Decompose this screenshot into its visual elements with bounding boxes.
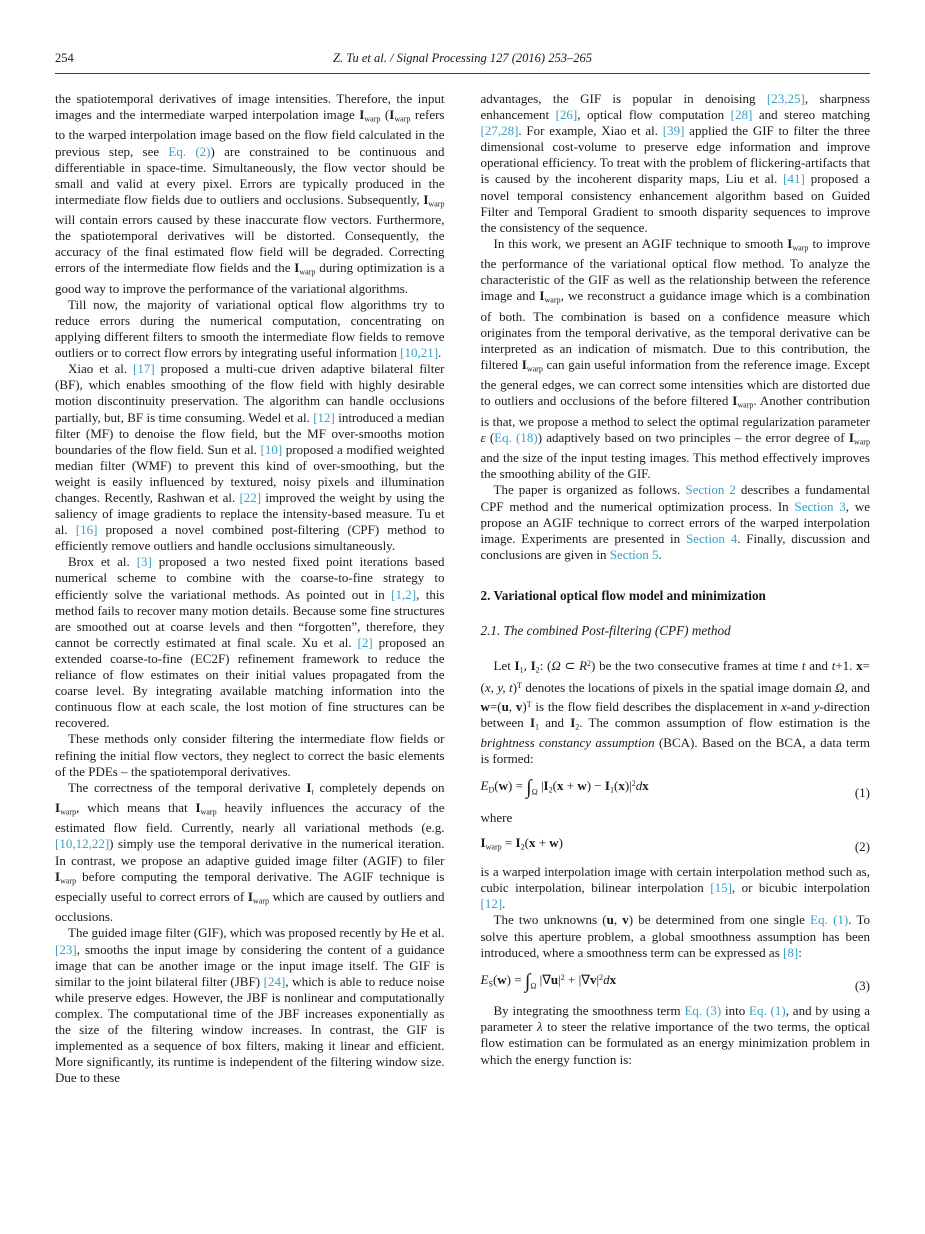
text-run: |: [558, 971, 561, 987]
text-run: advantages, the GIF is popular in denoising: [480, 91, 767, 106]
text-run: , and by using a parameter: [480, 1003, 870, 1035]
text-run: .: [502, 896, 506, 912]
text-run: u: [606, 912, 614, 928]
text-run: x: [556, 778, 564, 794]
citation-link[interactable]: [10,21]: [400, 345, 439, 361]
text-run: Ω: [530, 981, 537, 991]
citation-link[interactable]: [41]: [783, 171, 805, 187]
text-run: 1: [535, 721, 540, 731]
text-run: brightness constancy assumption: [480, 734, 655, 750]
citation-link[interactable]: [22]: [239, 490, 262, 505]
text-run: (: [485, 429, 495, 445]
text-run: . Another contribution is that, we propose a method to select the optimal regularization parameter: [480, 393, 870, 429]
text-run: x: [618, 778, 625, 794]
text-run: 2: [587, 659, 592, 669]
text-run: ,: [613, 912, 623, 928]
text-run: applied the GIF to filter the three dimensional cost-volume to preserve edge information and improve operational efficiency. To treat with the problem of flickering-artifacts that is caused by the incoherent disparity maps, Liu et al.: [480, 123, 870, 187]
text-run: ): [558, 834, 564, 850]
citation-link[interactable]: Eq. (1): [749, 1003, 786, 1019]
paragraph: [55, 554, 445, 731]
citation-link[interactable]: [8]: [783, 944, 799, 960]
text-run: x: [528, 834, 536, 850]
text-run: the spatiotemporal derivatives of image intensities. Therefore, the input images and the intermediate warped interpolation image: [55, 91, 445, 123]
text-run: ): [522, 698, 527, 714]
text-run: denotes the locations of pixels in the spatial image domain: [521, 680, 836, 696]
paragraph: [481, 1003, 871, 1067]
running-head: Z. Tu et al. / Signal Processing 127 (2016) 253–265: [333, 51, 592, 65]
text-run: warp: [252, 896, 269, 906]
section-heading: [481, 588, 871, 604]
text-run: , optical flow computation: [577, 107, 731, 123]
text-run: (: [380, 107, 390, 123]
text-run: proposed a two nested fixed point iterations based numerical scheme to combine with the coarse-to-fine strategy to efficiently solve the variational methods. As pointed out in: [55, 554, 445, 602]
citation-link[interactable]: [27,28]: [480, 123, 519, 139]
citation-link[interactable]: [10,12,22]: [55, 836, 110, 852]
equation: [481, 835, 871, 855]
citation-link[interactable]: [39]: [662, 123, 685, 139]
citation-link[interactable]: [17]: [133, 361, 155, 377]
text-run: The guided image filter (GIF), which was proposed recently by He et al.: [68, 925, 445, 941]
text-run: I: [423, 191, 429, 207]
text-run: ∫: [526, 776, 532, 799]
text-run: D: [488, 785, 495, 795]
text-run: I: [359, 107, 365, 123]
left-column: [55, 91, 445, 1086]
text-run: I: [294, 260, 300, 276]
text-run: warp: [737, 400, 754, 410]
text-run: t: [311, 786, 314, 796]
right-column: [481, 91, 871, 1086]
citation-link[interactable]: [10]: [260, 441, 283, 457]
text-run: ) be the two consecutive frames at time: [591, 658, 802, 674]
text-run: I: [514, 658, 520, 674]
text-run: : (: [539, 658, 552, 674]
text-run: u: [501, 698, 509, 714]
citation-link[interactable]: Eq. (2): [168, 143, 211, 159]
paragraph: [481, 810, 871, 826]
text-run: to steer the relative importance of the two terms, the optical flow estimation can be formulated as an energy minimization problem in which the energy function is:: [480, 1019, 870, 1067]
citation-link[interactable]: [2]: [357, 634, 373, 650]
text-run: w: [549, 834, 559, 850]
text-run: and: [539, 714, 571, 730]
text-run: 2: [599, 972, 604, 982]
equation: [481, 776, 871, 801]
text-run: x, y, t: [484, 680, 513, 696]
paragraph: [55, 361, 445, 554]
text-run: during optimization is a good way to improve the performance of the variational algorithms.: [55, 260, 445, 296]
text-run: , sharpness enhancement: [480, 91, 870, 123]
text-run: 2: [535, 665, 540, 675]
citation-link[interactable]: Eq. (1): [810, 912, 849, 928]
citation-link[interactable]: [26]: [555, 107, 578, 123]
text-run: x: [609, 971, 617, 987]
text-run: =: [501, 834, 516, 850]
text-run: warp: [428, 199, 445, 209]
text-run: x: [642, 778, 649, 794]
citation-link[interactable]: [3]: [136, 554, 152, 570]
subsection-heading: [481, 623, 871, 639]
text-run: warp: [364, 114, 381, 124]
paragraph: [55, 297, 445, 361]
text-run: Ω: [835, 680, 845, 696]
text-run: (: [613, 778, 619, 794]
text-run: is a warped interpolation image with certain interpolation method such as, cubic interpolation, bilinear interpolation: [480, 864, 870, 896]
text-run: . To solve this aperture problem, a global smoothness assumption has been introduced, where a smoothness term can be expressed as: [480, 912, 870, 960]
paragraph: [481, 912, 871, 960]
text-run: warp: [60, 875, 77, 885]
text-run: , which means that: [76, 800, 196, 816]
citation-link[interactable]: [23]: [55, 941, 77, 957]
citation-link[interactable]: Eq. (18): [494, 429, 538, 445]
text-run: I: [530, 658, 536, 674]
text-run: warp: [394, 114, 411, 124]
text-run: before computing the temporal derivative. The AGIF technique is especially useful to correct errors of: [55, 868, 445, 904]
text-run: will contain errors caused by these inaccurate flow vectors. Furthermore, the spatiotemporal derivatives will be distorted. Consequently, the accuracy of the final estimated flow field will be degraded. Correcting errors of the intermediate flow fields and the: [55, 212, 445, 276]
text-run: Ω: [531, 787, 538, 797]
text-run: The correctness of the temporal derivative: [68, 779, 307, 795]
text-run: , which is able to reduce noise while preserve edges. However, the JBF is nonlinear and computationally complex. The computational time of the JBF increases exponentially as the size of the filtering window increases. In contrast, the GIF is implemented as a sequence of box filters, making it linear and efficient. More significantly, its runtime is independent of the filtering window size. Due to these: [55, 973, 445, 1086]
text-run: I: [732, 393, 738, 409]
text-run: v: [589, 971, 597, 987]
citation-link[interactable]: [15]: [710, 880, 732, 896]
text-run: 2: [560, 972, 565, 982]
text-run: I: [515, 834, 521, 850]
text-run: ∫: [524, 970, 531, 993]
text-run: 2: [548, 785, 553, 795]
paragraph: [481, 91, 871, 236]
text-run: Let: [493, 658, 515, 674]
citation-link[interactable]: [23,25]: [766, 91, 805, 106]
text-run: In this work, we present an AGIF technique to smooth: [493, 235, 788, 251]
citation-link[interactable]: [12]: [313, 409, 335, 425]
text-run: t: [801, 658, 806, 674]
text-run: E: [480, 971, 489, 987]
text-run: warp: [60, 807, 77, 817]
text-run: , or bicubic interpolation: [731, 880, 870, 896]
text-run: t: [831, 658, 836, 674]
text-run: I: [247, 889, 253, 904]
text-run: ) be determined from one single: [628, 912, 811, 928]
text-run: 2: [520, 842, 525, 852]
text-run: . For example, Xiao et al.: [518, 123, 663, 139]
text-run: 1: [609, 785, 614, 795]
two-column-body: [55, 91, 870, 1086]
paragraph: [55, 731, 445, 779]
text-run: ) simply use the temporal derivative in the numerical iteration. In contrast, we propose an adaptive guided image filter (AGIF) to filer: [55, 836, 445, 868]
text-run: + |∇: [564, 971, 590, 987]
text-run: ⊂: [560, 658, 580, 674]
text-run: proposed a multi-cue driven adaptive bilateral filter (BF), which enables smoothing of the flow field with highly desirable motion discontinuity preservation. The algorithm can handle occlusions partially, but, BF is time consuming. Wedel et al.: [55, 361, 445, 425]
text-run: 2: [575, 721, 580, 731]
equation-number: (2): [854, 839, 870, 855]
text-run: ) −: [586, 778, 605, 794]
text-run: By integrating the smoothness term: [493, 1003, 685, 1019]
citation-link[interactable]: [16]: [75, 522, 98, 538]
paragraph: [55, 780, 445, 926]
text-run: , we propose an AGIF technique to correct errors of the warped interpolation image. Experiments are presented in: [480, 498, 870, 546]
text-run: |: [537, 778, 544, 794]
text-run: completely depends on: [313, 779, 445, 795]
text-run: (: [492, 971, 498, 987]
citation-link[interactable]: [12]: [480, 896, 503, 912]
text-run: (: [494, 778, 499, 794]
text-run: S: [488, 978, 493, 988]
text-run: I: [604, 778, 610, 794]
text-run: can gain useful information from the reference image. Except the general edges, we can correct some intensities which are distorted due to outliers and occlusions of the before filtered: [480, 357, 870, 409]
text-run: .: [438, 345, 442, 361]
text-run: I: [55, 868, 61, 884]
text-run: +1.: [835, 658, 857, 674]
text-run: (: [524, 834, 529, 850]
text-run: w: [577, 778, 587, 794]
text-run: These methods only consider filtering the intermediate flow fields or refining the initial flow vectors, they neglect to correct the basic elements of the PDEs – the spatiotemporal derivatives.: [55, 731, 445, 779]
text-run: proposed a novel combined post-filtering (CPF) method to efficiently remove outliers and handle occlusions simultaneously.: [55, 522, 445, 554]
text-run: proposed a modified weighted median filter (WMF) to prevent this kind of over-smoothing, but the weight is easily influenced by textured, noisy pixels and illumination changes. Recently, Rashwan et al.: [55, 441, 445, 505]
equation-number: (3): [854, 978, 870, 994]
text-run: is the flow field describes the displacement in: [531, 698, 781, 714]
text-run: warp: [853, 437, 870, 447]
text-run: . The common assumption of flow estimation is the: [579, 714, 870, 730]
text-run: , smooths the input image by considering the content of a guidance image that can be another image or the input image itself. The GIF is similar to the joint bilateral filter (JBF): [55, 941, 445, 989]
text-run: The paper is organized as follows.: [493, 482, 686, 498]
citation-link[interactable]: Section 3: [794, 498, 846, 514]
text-run: 2.1. The combined Post-filtering (CPF) method: [480, 622, 731, 638]
text-run: to improve the performance of the variational optical flow method. To analyze the characteristic of the GIF as well as the relationship between the reference image and: [480, 235, 871, 304]
text-run: and the size of the input testing images. This method effectively improves the smoothing ability of the GIF.: [480, 450, 870, 482]
paragraph: [481, 482, 871, 562]
text-run: improved the weight by using the saliency of image gradients to replace the intensity-based measure. Tu et al.: [55, 490, 445, 538]
text-run: and stereo matching: [752, 107, 871, 123]
text-run: λ: [537, 1019, 543, 1035]
text-run: ) are constrained to be continuous and differentiable in space-time. Simultaneously, the flow vector should be small and valid at every pixel. Errors are typically produced in the intermediate flow fields due to outliers and occlusions. Subsequently,: [55, 143, 445, 207]
text-run: ) =: [508, 778, 527, 794]
text-run: . Finally, discussion and conclusions are given in: [480, 530, 870, 562]
text-run: Brox et al.: [68, 554, 137, 570]
text-run: , this method fails to recover many motion details. Because some fine structures are smoothed out at coarse levels and then “forgotten”, therefore, they cannot be correctly estimated at final scale. Xu et al.: [55, 586, 445, 650]
page-number: 254: [55, 51, 74, 65]
text-run: (: [552, 778, 557, 794]
citation-link[interactable]: Section 5: [609, 546, 659, 562]
text-run: introduced a median filter (MF) to denoise the flow field, but the MF over-smooths motion boundaries of the flow field. Sun et al.: [55, 409, 445, 457]
text-run: I: [539, 288, 545, 304]
text-run: I: [543, 778, 549, 794]
citation-link[interactable]: [1,2]: [391, 586, 417, 602]
text-run: w: [480, 698, 490, 714]
text-run: v: [515, 698, 523, 714]
paragraph: [55, 925, 445, 1086]
text-run: w: [498, 778, 508, 794]
text-run: Till now, the majority of variational optical flow algorithms try to reduce errors during the numerical computation, concentrating on applying different filters to smooth the intermediate flow fields to remove outliers or to correct flow errors by integrating useful information: [55, 296, 445, 361]
text-run: w: [497, 971, 507, 987]
text-run: which are caused by outliers and occlusions.: [55, 889, 445, 925]
text-run: )|: [624, 778, 632, 794]
text-run: warp: [792, 243, 809, 253]
text-run: +: [535, 834, 550, 850]
citation-link[interactable]: Section 4: [685, 530, 738, 546]
text-run: 2. Variational optical flow model and minimization: [480, 587, 766, 603]
equation-body: [481, 776, 845, 801]
text-run: proposed a novel temporal consistency enhancement algorithm based on Guided Filter and Temporal Gradient to smooth disparity sequences to improve the consistency of the sequence.: [480, 171, 870, 235]
text-run: ) adaptively based on two principles – the error degree of: [537, 429, 849, 445]
citation-link[interactable]: Section 2: [685, 482, 736, 498]
paragraph: [481, 656, 871, 767]
equation-body: [481, 970, 845, 995]
text-run: I: [570, 714, 576, 730]
text-run: ) =: [506, 971, 525, 987]
text-run: -direction between: [480, 698, 871, 730]
text-run: refers to the warped interpolation image based on the flow field calculated in the previous step, see: [55, 107, 445, 159]
text-run: |∇: [536, 971, 551, 987]
citation-link[interactable]: [24]: [263, 973, 286, 989]
text-run: |: [596, 971, 600, 987]
text-run: describes a fundamental CPF method and the numerical optimization process. In: [480, 482, 870, 514]
text-run: R: [579, 658, 588, 674]
text-run: T: [517, 681, 522, 691]
text-run: I: [55, 800, 61, 816]
text-run: where: [480, 809, 513, 825]
text-run: I: [521, 357, 527, 372]
text-run: =(: [489, 698, 502, 714]
equation-number: (1): [854, 784, 870, 800]
text-run: warp: [526, 364, 543, 374]
citation-link[interactable]: [28]: [730, 107, 753, 123]
text-run: d: [603, 971, 610, 987]
text-run: +: [563, 778, 578, 794]
text-run: -and: [786, 698, 814, 714]
text-run: warp: [485, 842, 502, 852]
text-run: d: [635, 778, 643, 794]
text-run: warp: [544, 295, 561, 305]
text-run: 1: [519, 665, 524, 675]
text-run: ): [512, 680, 518, 696]
text-run: y: [813, 698, 820, 714]
text-run: and: [805, 658, 832, 674]
text-run: =(: [480, 658, 870, 696]
text-run: Ω: [551, 658, 561, 674]
paragraph: [481, 864, 871, 912]
text-run: ,: [523, 658, 531, 674]
text-run: I: [848, 429, 854, 445]
paragraph: [55, 91, 445, 297]
text-run: I: [389, 107, 395, 123]
text-run: The two unknowns (: [493, 912, 607, 928]
text-run: 2: [631, 779, 636, 789]
text-run: u: [550, 971, 559, 987]
text-run: into: [721, 1003, 750, 1019]
text-run: warp: [200, 807, 217, 817]
text-run: :: [798, 944, 802, 960]
text-run: , we reconstruct a guidance image which is a combination of both. The combination is based on a confidence measure which originates from the temporal derivative, as the temporal derivative can be interpreted as an indication of mismatch. Due to this contribution, the filtered: [480, 288, 870, 372]
text-run: (BCA). Based on the BCA, a data term is formed:: [480, 734, 870, 767]
text-run: I: [529, 714, 536, 730]
paragraph: [481, 236, 871, 483]
text-run: v: [622, 912, 629, 928]
equation: [481, 970, 871, 995]
text-run: I: [306, 779, 312, 795]
text-run: heavily influences the accuracy of the estimated flow field. Currently, nearly all variational methods (e.g.: [55, 800, 445, 836]
text-run: T: [526, 699, 532, 709]
text-run: I: [787, 235, 793, 251]
text-run: x: [781, 698, 787, 714]
page-header: [55, 50, 870, 74]
equation-body: [481, 835, 845, 855]
text-run: ,: [508, 698, 516, 714]
text-run: .: [658, 546, 662, 562]
text-run: proposed an extended coarse-to-fine (EC2F) refinement framework to reduce the reliance of flow estimates on their initial values propagated from the coarse level. By integrating available matching information into the continuous flow at each scale, the lost motion of fine structures can be recovered.: [55, 634, 445, 731]
text-run: ε: [480, 429, 486, 445]
text-run: warp: [299, 267, 316, 277]
text-run: I: [195, 800, 201, 816]
citation-link[interactable]: Eq. (3): [684, 1003, 722, 1019]
text-run: Xiao et al.: [68, 361, 134, 377]
text-run: x: [856, 658, 863, 674]
text-run: , and: [844, 680, 870, 696]
text-run: E: [480, 778, 489, 794]
text-run: I: [480, 834, 486, 850]
